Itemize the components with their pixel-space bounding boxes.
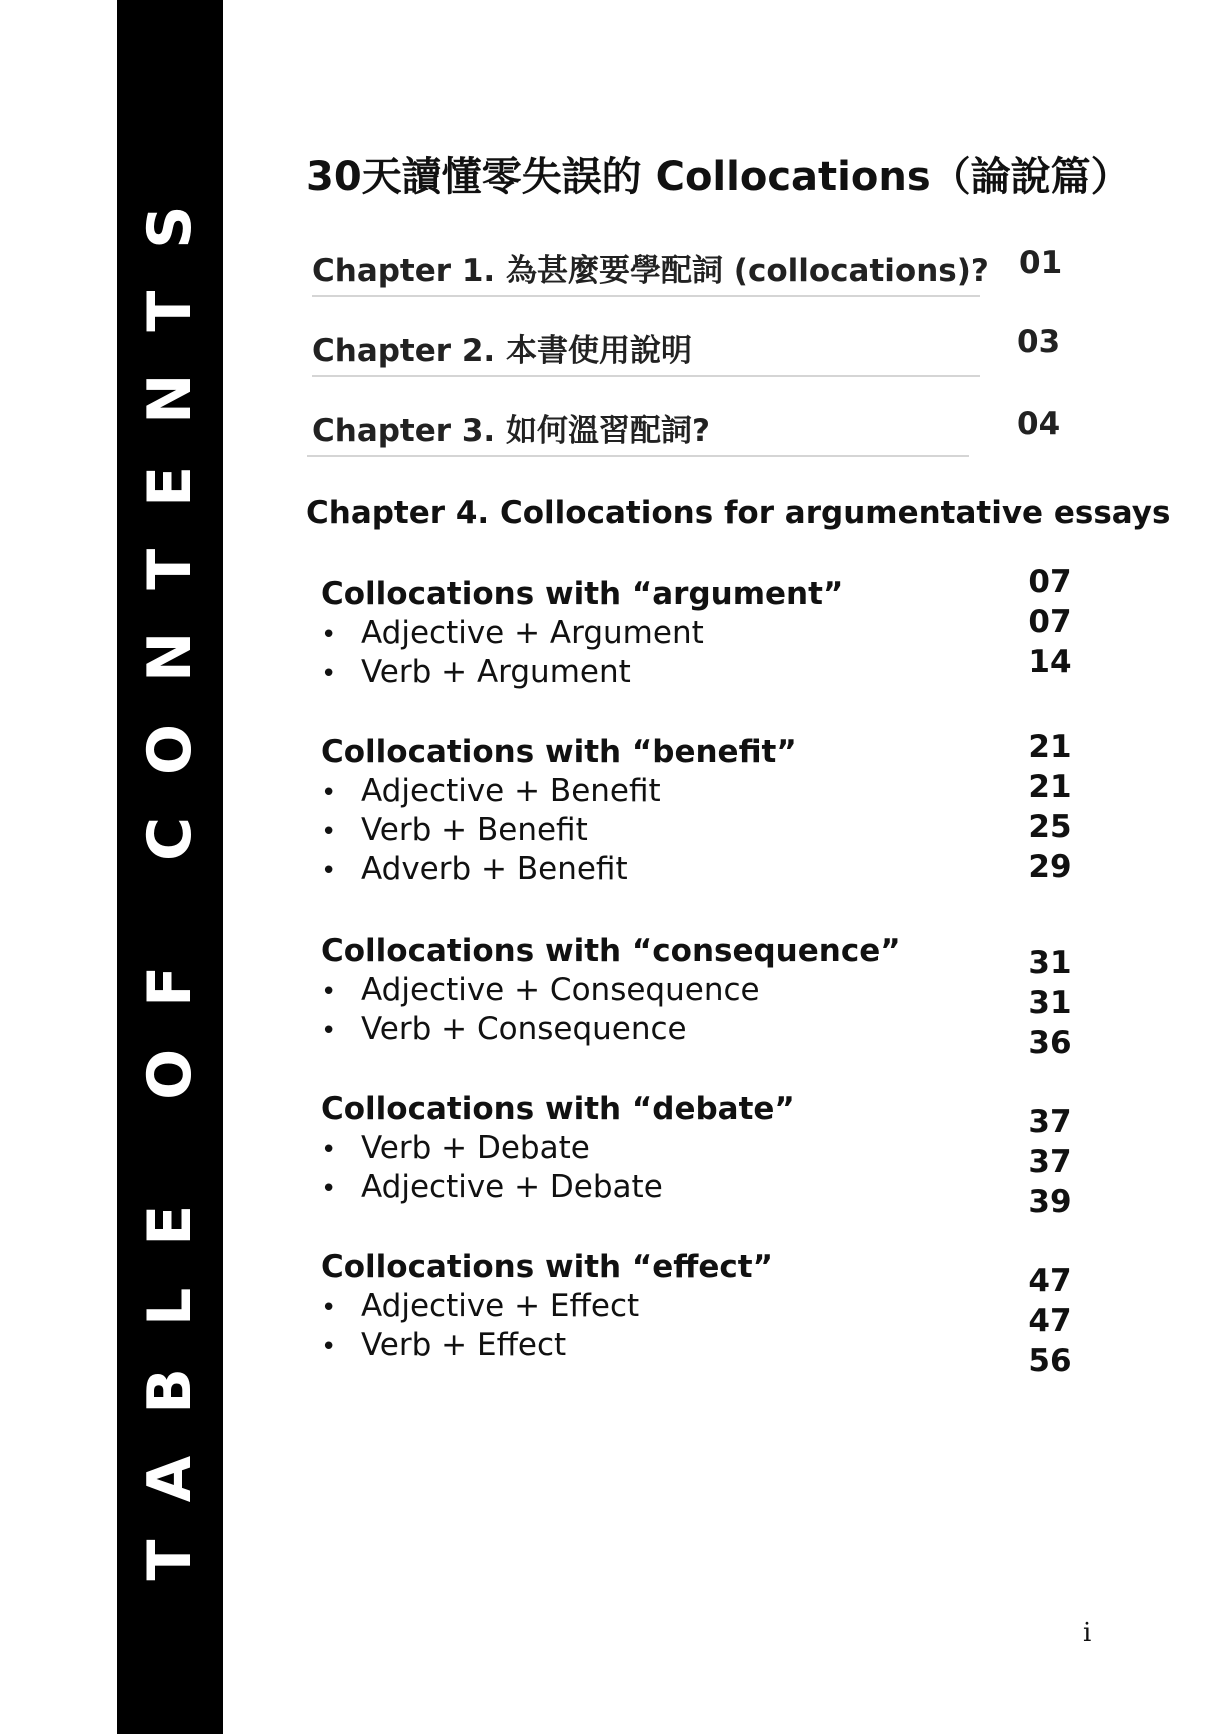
group-argument [321,574,1101,692]
chapter-2-page: 03 [1017,324,1061,360]
bullet-icon: • [321,659,337,689]
item-label: Verb + Effect [361,1327,567,1363]
group-benefit-title[interactable]: Collocations with “benefit” [321,734,797,770]
bullet-icon: • [321,1135,337,1165]
chapter-3-label: Chapter 3. 如何溫習配詞? [312,413,710,449]
toc-item[interactable] [321,1168,1101,1207]
page-number: 31 [1028,945,1072,981]
item-label: Adjective + Benefit [361,773,661,809]
group-effect-title[interactable]: Collocations with “effect” [321,1249,773,1285]
page-number: 56 [1028,1343,1072,1379]
page-number: 07 [1028,564,1072,600]
group-consequence [321,931,1101,1049]
item-label: Verb + Argument [361,654,631,690]
group-benefit-pages [1018,727,1082,887]
bullet-icon: • [321,1016,337,1046]
toc-item[interactable] [321,1287,1101,1326]
item-label: Verb + Debate [361,1130,590,1166]
page-number: 36 [1028,1025,1072,1061]
chapter-2-label: Chapter 2. 本書使用說明 [312,333,692,369]
group-debate [321,1089,1101,1207]
toc-item[interactable] [321,772,1101,811]
group-debate-pages [1018,1102,1082,1222]
bullet-icon: • [321,1332,337,1362]
chapter-3-page: 04 [1017,406,1061,442]
item-label: Adjective + Debate [361,1169,663,1205]
book-title: 30天讀懂零失誤的 Collocations（論說篇） [306,154,1131,200]
page-folio: i [1083,1618,1092,1648]
page-number: 07 [1028,604,1072,640]
toc-item[interactable] [321,1010,1101,1049]
toc-item[interactable] [321,1326,1101,1365]
toc-item[interactable] [321,971,1101,1010]
item-label: Verb + Consequence [361,1011,687,1047]
page-number: 39 [1028,1184,1072,1220]
item-label: Adjective + Effect [361,1288,640,1324]
bullet-icon: • [321,778,337,808]
page-number: 21 [1028,769,1072,805]
group-consequence-title[interactable]: Collocations with “consequence” [321,933,901,969]
chapter-4-heading: Chapter 4. Collocations for argumentative essays [306,495,1171,531]
page-number: 21 [1028,729,1072,765]
page-number: 47 [1028,1263,1072,1299]
chapter-1-row[interactable] [312,237,989,297]
bullet-icon: • [321,977,337,1007]
group-effect-pages [1018,1261,1082,1381]
chapter-2-row[interactable] [312,317,980,377]
item-label: Adjective + Consequence [361,972,760,1008]
group-consequence-pages [1018,943,1082,1063]
group-argument-title[interactable]: Collocations with “argument” [321,576,844,612]
page-number: 25 [1028,809,1072,845]
bullet-icon: • [321,856,337,886]
group-debate-title[interactable]: Collocations with “debate” [321,1091,795,1127]
table-of-contents-label: TABLE OF CONTENTS [135,163,205,1581]
bullet-icon: • [321,620,337,650]
group-argument-pages [1018,562,1082,682]
toc-item[interactable] [321,653,1101,692]
bullet-icon: • [321,1293,337,1323]
group-benefit [321,732,1101,889]
page-number: 37 [1028,1104,1072,1140]
toc-item[interactable] [321,1129,1101,1168]
bullet-icon: • [321,1174,337,1204]
page-number: 47 [1028,1303,1072,1339]
page-number: 31 [1028,985,1072,1021]
bullet-icon: • [321,817,337,847]
item-label: Adverb + Benefit [361,851,628,887]
chapter-1-label: Chapter 1. 為甚麼要學配詞 (collocations)? [312,253,989,289]
group-effect [321,1247,1101,1365]
page-number: 37 [1028,1144,1072,1180]
page-number: 29 [1028,849,1072,885]
toc-item[interactable] [321,850,1101,889]
chapter-3-row[interactable] [307,397,969,457]
page-number: 14 [1028,644,1072,680]
chapter-1-page: 01 [1019,245,1063,281]
toc-item[interactable] [321,614,1101,653]
toc-item[interactable] [321,811,1101,850]
item-label: Verb + Benefit [361,812,588,848]
item-label: Adjective + Argument [361,615,704,651]
